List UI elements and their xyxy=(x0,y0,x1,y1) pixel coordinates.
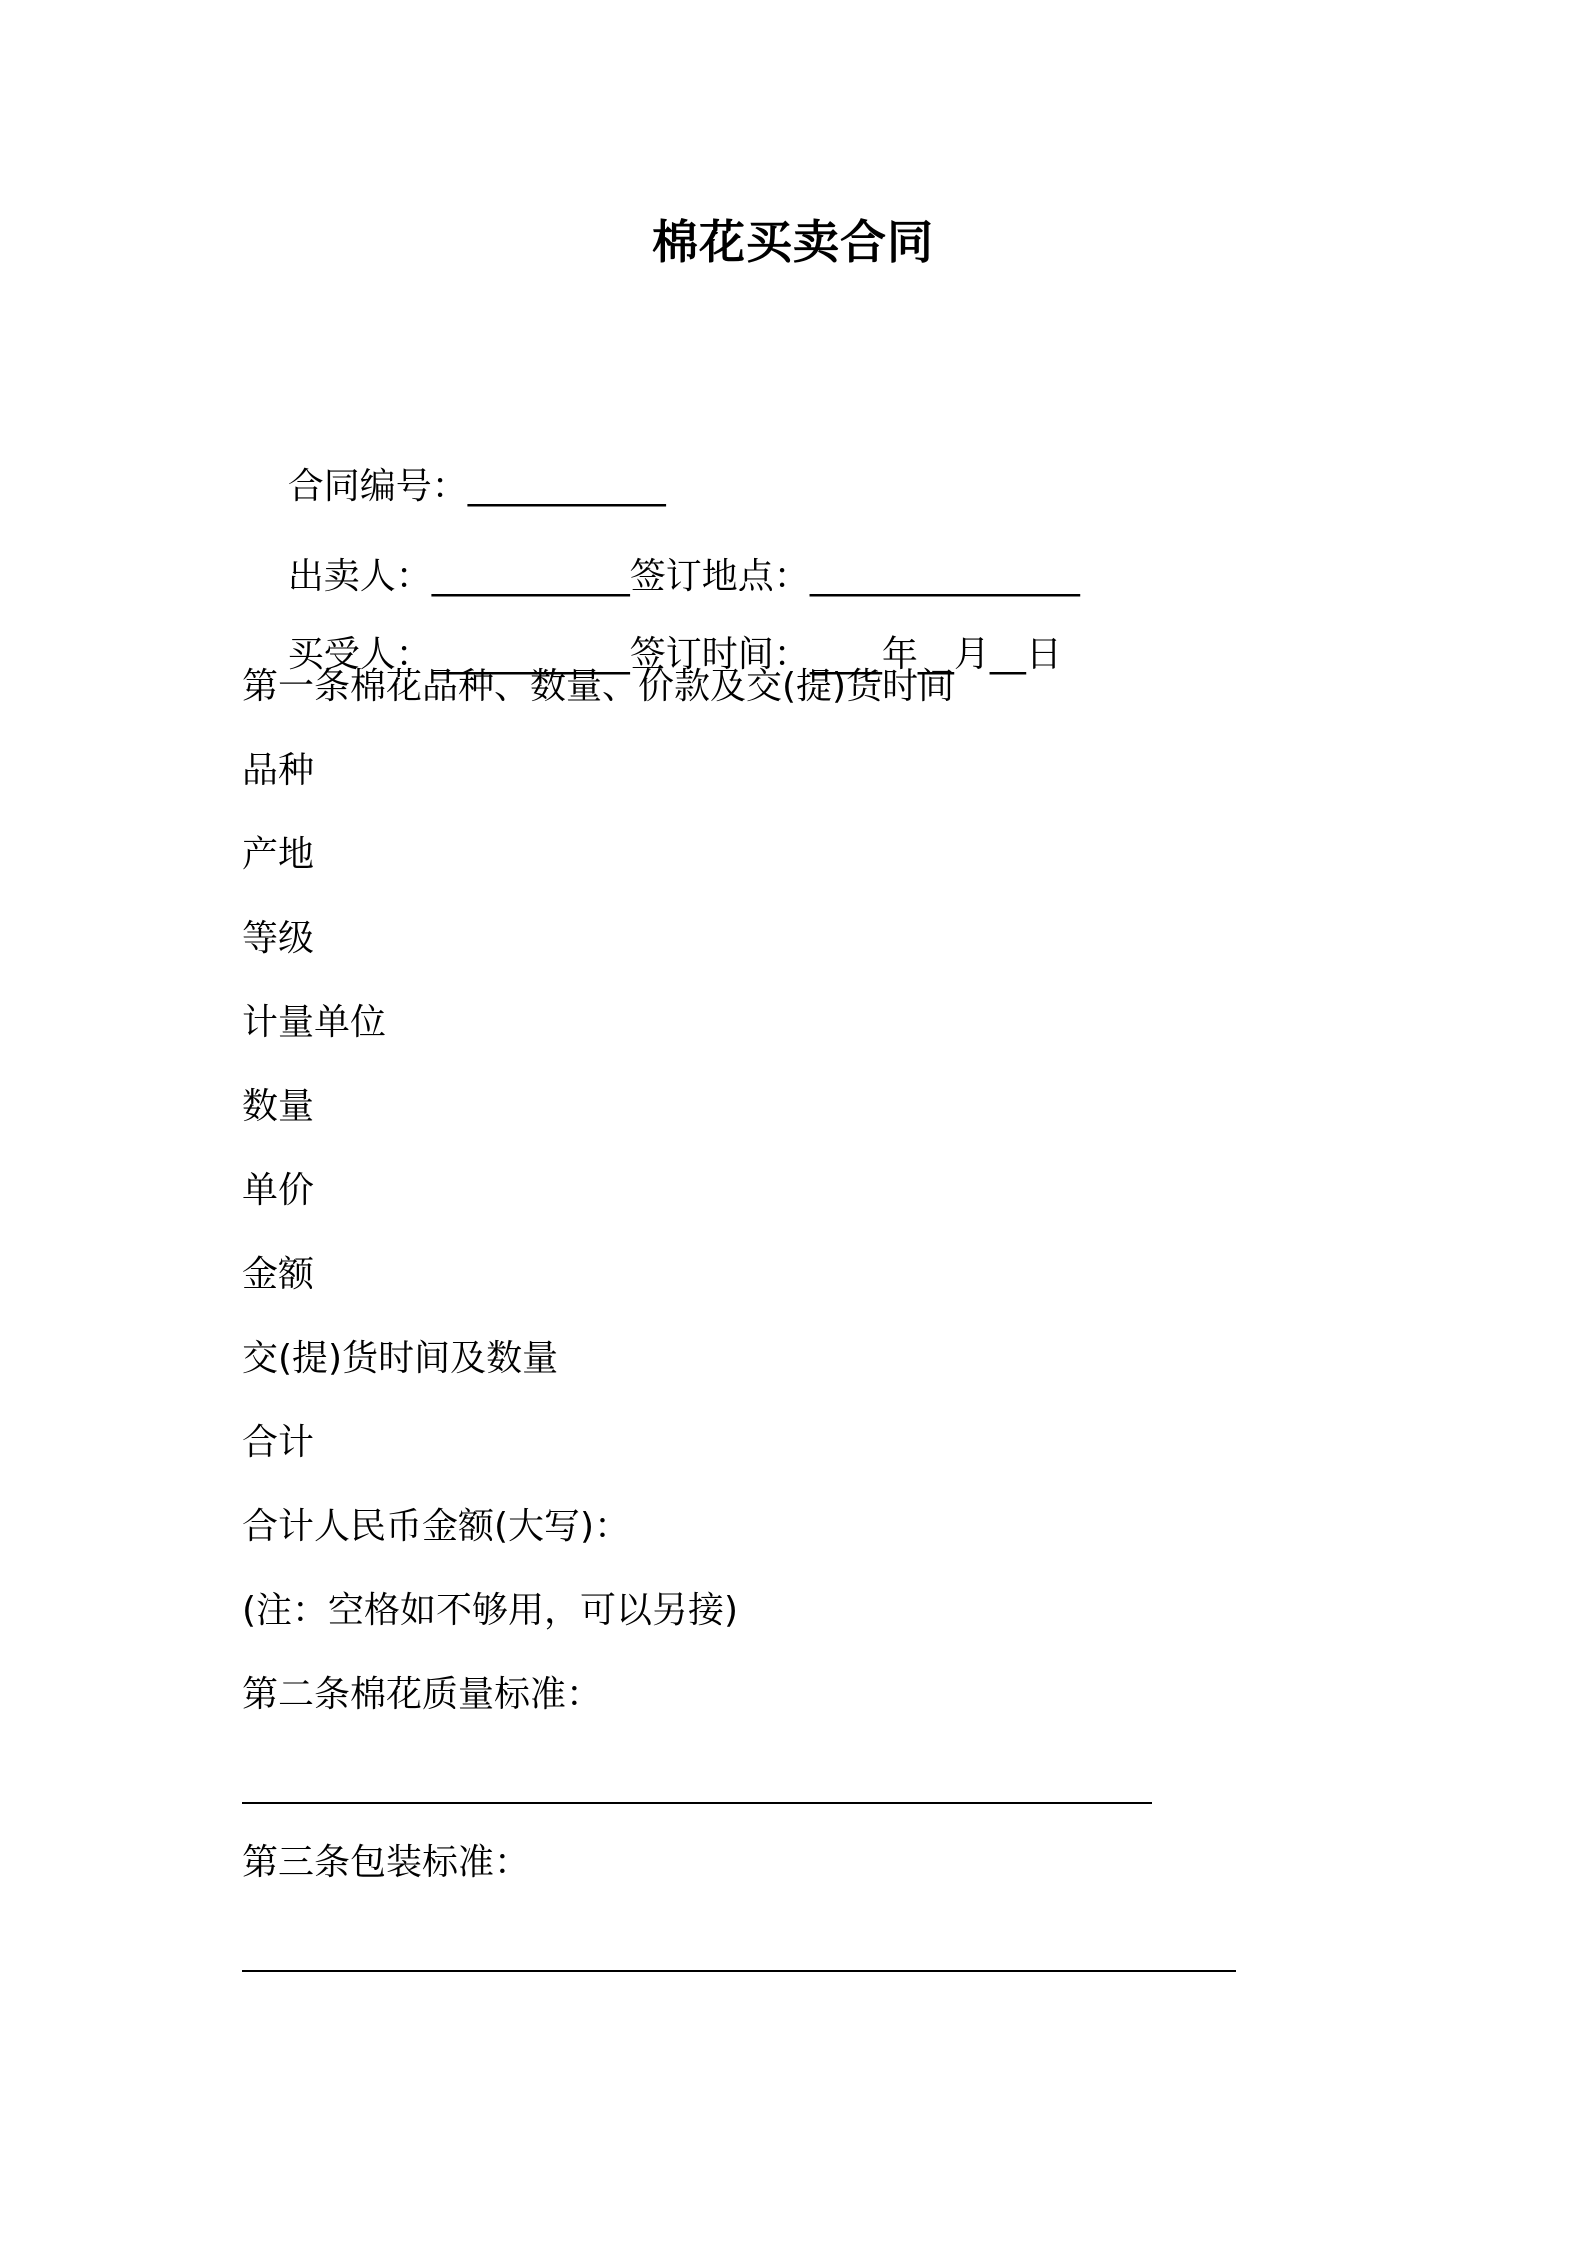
article-3-blank-line xyxy=(242,1970,1236,1972)
document-title: 棉花买卖合同 xyxy=(652,215,934,269)
month-blank: __ xyxy=(917,634,954,675)
item-variety: 品种 xyxy=(242,750,315,791)
item-origin: 产地 xyxy=(242,834,315,875)
buyer-label: 买受人： xyxy=(287,634,432,675)
seller-label: 出卖人： xyxy=(287,556,432,597)
item-total: 合计 xyxy=(242,1422,315,1463)
year-blank: ____ xyxy=(809,634,882,675)
buyer-blank: ___________ xyxy=(431,634,630,675)
item-delivery-time: 交(提)货时间及数量 xyxy=(242,1338,559,1379)
item-unit: 计量单位 xyxy=(242,1002,387,1043)
article-3-heading: 第三条包装标准： xyxy=(242,1842,531,1883)
signing-time-label: 签订时间： xyxy=(629,634,810,675)
item-total-rmb: 合计人民币金额(大写)： xyxy=(242,1506,631,1547)
item-amount: 金额 xyxy=(242,1254,315,1295)
year-label: 年 xyxy=(881,634,918,675)
month-label: 月 xyxy=(953,634,990,675)
item-note: (注：空格如不够用，可以另接) xyxy=(242,1590,739,1631)
item-grade: 等级 xyxy=(242,918,315,959)
day-blank: __ xyxy=(989,634,1026,675)
article-2-heading: 第二条棉花质量标准： xyxy=(242,1674,603,1715)
signing-place-label: 签订地点： xyxy=(629,556,810,597)
item-unit-price: 单价 xyxy=(242,1170,315,1211)
contract-number-blank: ___________ xyxy=(467,466,666,507)
seller-blank: ___________ xyxy=(431,556,630,597)
contract-number-label: 合同编号： xyxy=(287,466,468,507)
article-1-heading: 第一条棉花品种、数量、价款及交(提)货时间 xyxy=(242,666,955,707)
article-2-blank-line xyxy=(242,1802,1152,1804)
day-label: 日 xyxy=(1025,634,1062,675)
signing-place-blank: _______________ xyxy=(809,556,1080,597)
item-quantity: 数量 xyxy=(242,1086,315,1127)
